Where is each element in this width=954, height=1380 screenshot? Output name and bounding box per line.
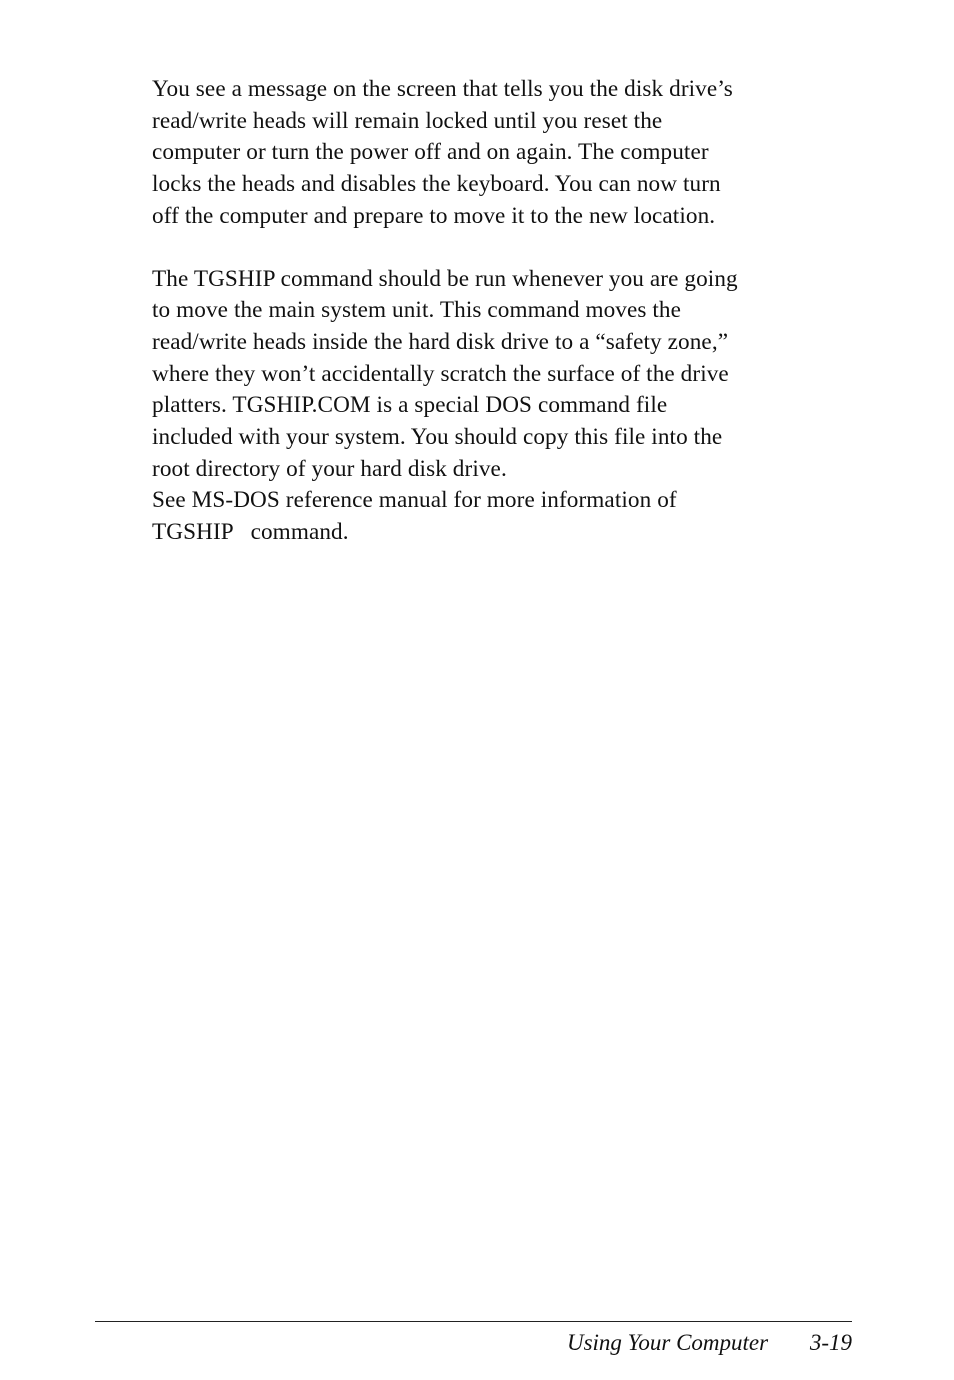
text-line: included with your system. You should copy this file into the xyxy=(152,424,723,451)
text-line: You see a message on the screen that tells you the disk drive’s xyxy=(152,76,733,102)
footer-divider xyxy=(95,1321,852,1322)
text-line: The TGSHIP command should be run whenever you are going xyxy=(152,265,738,292)
paragraph-head-lock-message xyxy=(152,74,852,233)
text-line: read/write heads inside the hard disk drive to a “safety zone,” xyxy=(152,328,729,355)
footer-section-title: Using Your Computer xyxy=(566,1330,769,1355)
text-line: platters. TGSHIP.COM is a special DOS command file xyxy=(152,392,668,419)
text-line: TGSHIP command. xyxy=(152,519,349,546)
page-footer xyxy=(567,1327,852,1359)
body-text xyxy=(152,74,852,549)
text-line: See MS-DOS reference manual for more information of xyxy=(152,487,677,514)
footer-page-number: 3-19 xyxy=(809,1330,852,1355)
text-line: to move the main system unit. This command moves the xyxy=(152,297,682,324)
text-line: read/write heads will remain locked until you reset the xyxy=(152,107,663,134)
paragraph-tgship-command xyxy=(152,264,852,486)
text-line: locks the heads and disables the keyboard. You can now turn xyxy=(152,171,721,198)
text-line: where they won’t accidentally scratch the surface of the drive xyxy=(152,360,729,387)
text-line: computer or turn the power off and on again. The computer xyxy=(152,139,709,166)
paragraph-ms-dos-reference xyxy=(152,485,852,548)
text-line: off the computer and prepare to move it to the new location. xyxy=(152,202,716,229)
text-line: root directory of your hard disk drive. xyxy=(152,455,507,482)
